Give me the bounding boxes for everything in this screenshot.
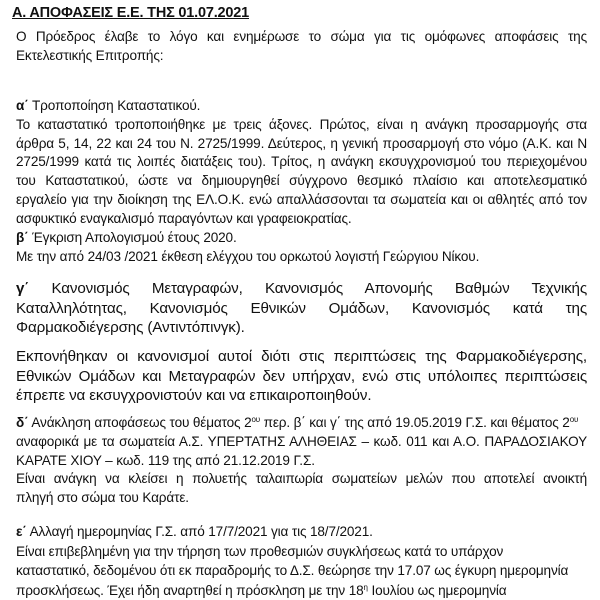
item-alpha <box>16 97 587 229</box>
superscript: ου <box>569 415 579 424</box>
body-line: έπρεπε να εκσυγχρονιστούν και να επικαιροποιηθούν. <box>16 387 372 404</box>
item-epsilon <box>16 522 587 600</box>
item-marker: γ΄ <box>16 280 30 297</box>
body-line: ασφυκτικό εναγκαλισμό παραγόντων και γραφειοκρατίας. <box>16 210 352 226</box>
delta-text: περ. β΄ και γ΄ της από 19.05.2019 Γ.Σ. και θέματος 2 <box>260 415 570 430</box>
intro-paragraph <box>16 28 587 66</box>
body-line: εργαλείο για την διοίκηση της ΕΛ.Ο.Κ. ενώ απαλλάσσονται τα σωματεία και οι αθλητές από τον <box>16 191 587 207</box>
item-title: Έγκριση Απολογισμού έτους 2020. <box>32 230 237 245</box>
item-delta <box>16 414 587 508</box>
item-marker: α΄ <box>16 98 29 113</box>
body-line: άρθρα 5, 14, 22 και 24 του Ν. 2725/1999. Δεύτερος, η γενική προσαρμογή στο νόμο (Α.Κ. και Ν <box>16 135 587 151</box>
body-line: Είναι ανάγκη να κλείσει η πολυετής ταλαιπωρία σωματείων μελών που αποτελεί ανοικτή <box>16 471 587 487</box>
item-alpha-title-line <box>16 97 587 116</box>
item-beta <box>16 229 587 267</box>
body-line: ΚΑΡΑΤΕ ΧΙΟΥ – κωδ. 119 της από 21.12.2019 Γ.Σ. <box>16 452 315 468</box>
body-line: καταστατικό, δεδομένου ότι εκ παραδρομής το Δ.Σ. θεώρησε την 17.07 ως έγκυρη ημερομηνία <box>16 563 569 579</box>
body-line: Εκπονήθηκαν οι κανονισμοί αυτοί διότι στις περιπτώσεις της Φαρμακοδιέγερσης, <box>16 348 587 365</box>
intro-line: Εκτελεστικής Επιτροπής: <box>16 47 164 63</box>
item-gamma-explanation <box>16 347 587 406</box>
section-heading: Α. ΑΠΟΦΑΣΕΙΣ Ε.Ε. ΤΗΣ 01.07.2021 <box>12 5 249 21</box>
item-marker: δ΄ <box>16 415 29 430</box>
body-line: του Καταστατικού, ώστε να δημιουργηθεί σύγχρονο θεσμικό πλαίσιο και αποτελεσματικό <box>16 173 587 189</box>
body-line: αναφορικά με τα σωματεία Α.Σ. ΥΠΕΡΤΑΤΗΣ ΑΛΗΘΕΙΑΣ – κωδ. 011 και Α.Ο. ΠΑΡΑΔΟΣΙΑΚΟΥ <box>16 433 587 449</box>
superscript: η <box>363 582 368 592</box>
item-title: Τροποποίηση Καταστατικού. <box>31 98 201 113</box>
body-line: 2725/1999 κατά τις λοιπές διατάξεις του). Τρίτος, η ανάγκη εκσυγχρονισμού του περιεχομένου <box>16 154 587 170</box>
item-gamma <box>16 279 587 338</box>
intro-line: Ο Πρόεδρος έλαβε το λόγο και ενημέρωσε το σώμα για τις ομόφωνες αποφάσεις της <box>16 29 587 44</box>
superscript: ου <box>251 415 261 424</box>
item-marker: ε΄ <box>16 524 27 539</box>
body-line: πληγή στο σώμα του Καράτε. <box>16 490 189 506</box>
body-line: Το καταστατικό τροποποιήθηκε με τρεις άξονες. Πρώτος, είναι η ανάγκη προσαρμογής στα <box>16 116 587 132</box>
body-line: Φαρμακοδιέγερσης (Αντιντόπινγκ). <box>16 319 245 336</box>
body-line: Με την από 24/03 /2021 έκθεση ελέγχου του ορκωτού λογιστή Γεώργιου Νίκου. <box>16 248 480 264</box>
epsilon-text: προσκλήσεως. Έχει ήδη αναρτηθεί η πρόσκληση με την 18 <box>16 582 364 598</box>
item-epsilon-title-line <box>16 522 587 542</box>
gamma-text: Κανονισμός Μεταγραφών, Κανονισμός Απονομής Βαθμών Τεχνικής <box>51 280 587 297</box>
item-beta-title-line <box>16 229 587 248</box>
body-line: Εθνικών Ομάδων και Μεταγραφών δεν υπήρχαν, ενώ στις υπόλοιπες περιπτώσεις <box>16 367 587 385</box>
epsilon-text: Ιουλίου ως ημερομηνία <box>367 582 507 598</box>
delta-text: Ανάκληση αποφάσεως του θέματος 2 <box>31 415 252 430</box>
body-line: Είναι επιβεβλημένη για την τήρηση των προθεσμιών συγκλήσεως κατά το υπάρχον <box>16 543 504 559</box>
body-line <box>16 581 587 600</box>
item-gamma-line <box>16 279 587 299</box>
item-delta-title-line <box>16 414 587 433</box>
item-title: Αλλαγή ημερομηνίας Γ.Σ. από 17/7/2021 για τις 18/7/2021. <box>29 524 373 539</box>
item-marker: β΄ <box>16 230 29 245</box>
body-line: Καταλληλότητας, Κανονισμός Εθνικών Ομάδων, Κανονισμός κατά της <box>16 299 587 317</box>
